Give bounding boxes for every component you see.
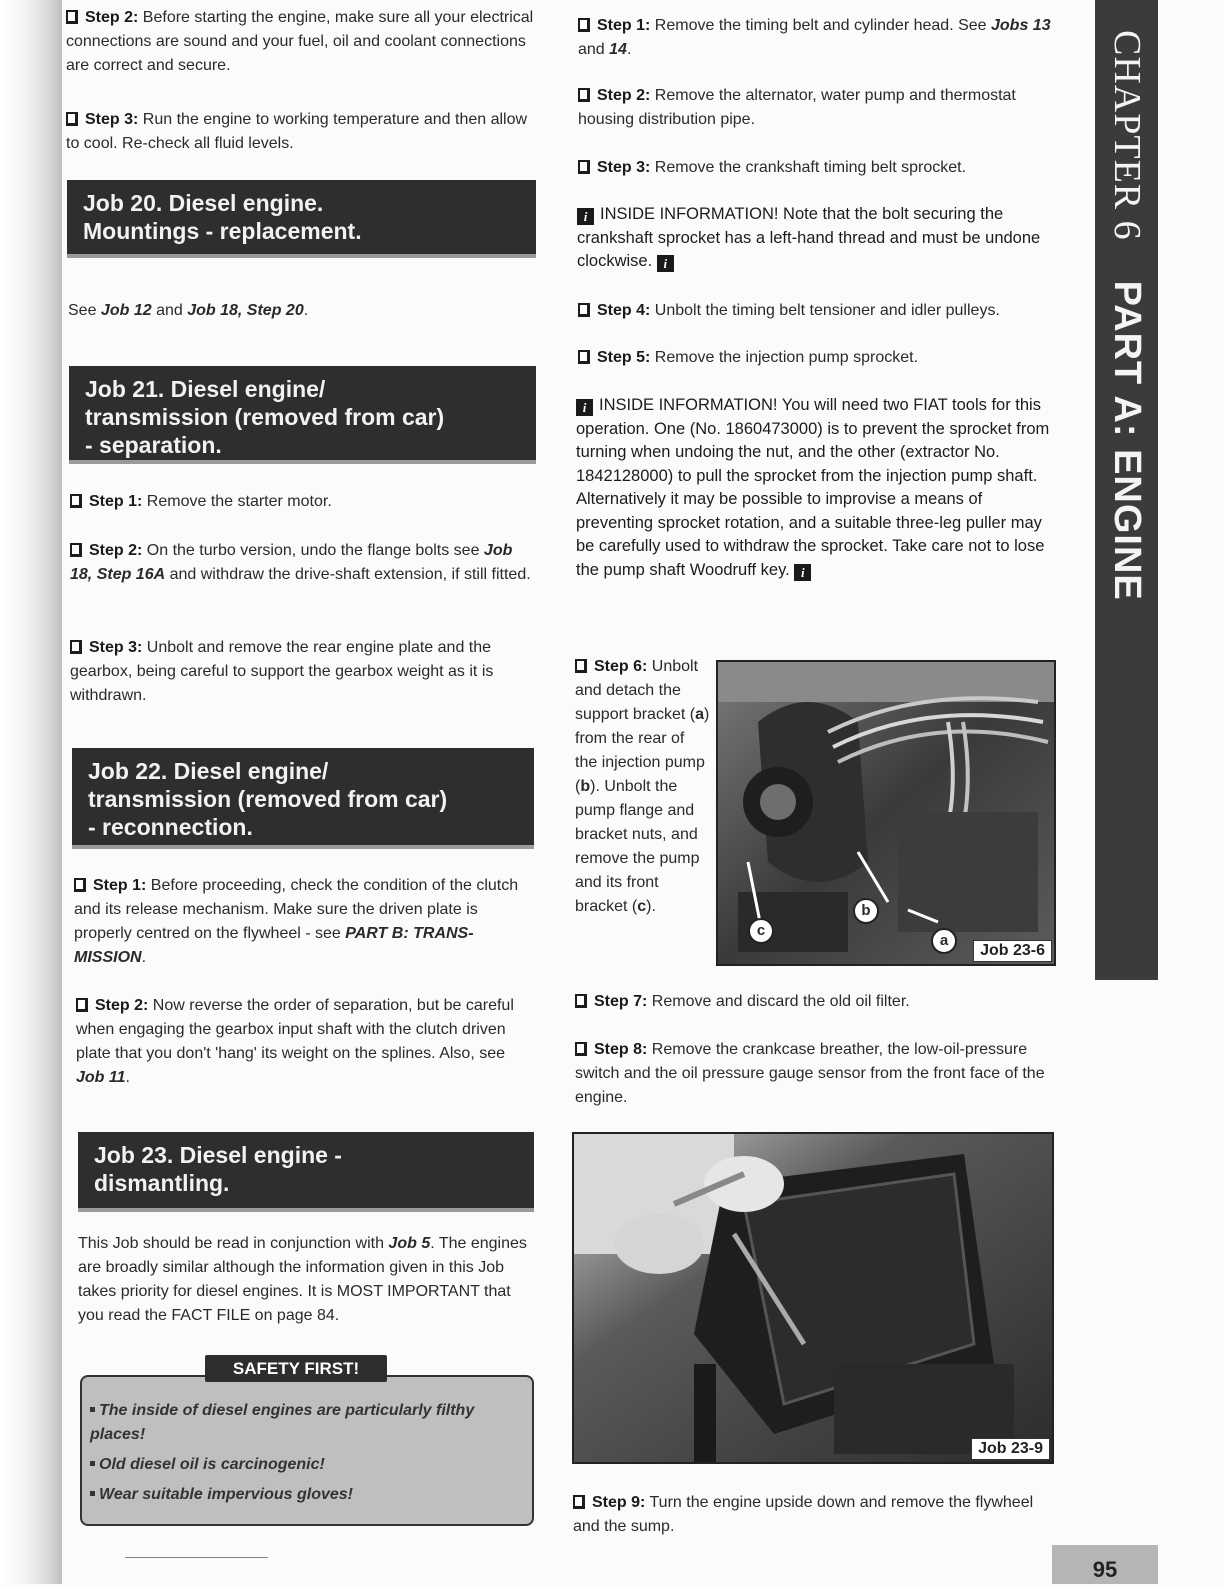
inside-information-2: i INSIDE INFORMATION! You will need two FIAT tools for this operation. One (No. 1860473000) is to prevent the sprocket from turning when undoing the nut, and the other (extractor No. 1842128000) to pull the sprocket from the injection pump shaft. Alternatively it may be possible to improvise a means of preventing sprocket rotation, and a suitable three-leg puller may be carefully used to withdraw the sprocket. Take care not to lose the pump shaft Woodruff key. i: [576, 396, 1050, 580]
job-21-step-2: Step 2: On the turbo version, undo the flange bolts see Job 18, Step 16A and withdraw the drive-shaft extension, if still fitted.: [70, 542, 531, 583]
bottom-rule: [125, 1557, 268, 1558]
checkbox-icon: [66, 10, 78, 24]
checkbox-icon: [66, 112, 78, 126]
checkbox-icon: [578, 18, 590, 32]
info-icon: i: [657, 255, 674, 272]
checkbox-icon: [74, 878, 86, 892]
checkbox-icon: [70, 494, 82, 508]
engine-sump-photo-illustration: [574, 1134, 1052, 1462]
photo-label-b: b: [853, 898, 879, 924]
checkbox-icon: [575, 659, 587, 673]
page-number: 95: [1052, 1545, 1158, 1584]
info-icon: i: [794, 564, 811, 581]
safety-item: Old diesel oil is carcinogenic!: [90, 1453, 522, 1477]
info-icon: i: [577, 208, 594, 225]
info-icon: i: [576, 399, 593, 416]
job-20-heading: Job 20. Diesel engine. Mountings - replacement.: [67, 180, 536, 258]
job-22-step-1: Step 1: Before proceeding, check the condition of the clutch and its release mechanism. Make sure the driven plate is properly centred on the flywheel - see PART B: TRANS-MISSION.: [74, 877, 519, 966]
photo-label-c: c: [748, 918, 774, 944]
checkbox-icon: [575, 1042, 587, 1056]
job-23-intro: This Job should be read in conjunction with Job 5. The engines are broadly similar although the information given in this Job takes priority for diesel engines. It is MOST IMPORTANT that you read the FACT FILE on page 84.: [78, 1235, 527, 1324]
dismantle-step-7: Step 7: Remove and discard the old oil filter.: [575, 990, 1055, 1014]
dismantle-step-8: Step 8: Remove the crankcase breather, the low-oil-pressure switch and the oil pressure gauge sensor from the front face of the engine.: [575, 1041, 1045, 1106]
dismantle-step-2: Step 2: Remove the alternator, water pump and thermostat housing distribution pipe.: [578, 87, 1016, 128]
chapter-side-tab: [1095, 0, 1158, 980]
photo-label-a: a: [931, 928, 957, 954]
job-21-heading: Job 21. Diesel engine/ transmission (removed from car) - separation.: [69, 366, 536, 464]
photo-caption: Job 23-9: [971, 1438, 1050, 1460]
chapter-side-title: CHAPTER 6PART A: ENGINE: [1105, 30, 1148, 601]
dismantle-step-1: Step 1: Remove the timing belt and cylinder head. See Jobs 13 and 14.: [578, 17, 1051, 58]
job-21-step-1: Step 1: Remove the starter motor.: [70, 490, 534, 514]
safety-first-box: [80, 1375, 534, 1526]
job-21-step-3: Step 3: Unbolt and remove the rear engine plate and the gearbox, being careful to support the gearbox weight as it is withdrawn.: [70, 639, 494, 704]
job-22-step-2: Step 2: Now reverse the order of separation, but be careful when engaging the gearbox input shaft with the clutch driven plate that you don't 'hang' its weight on the splines. Also, see Job 11.: [76, 997, 514, 1086]
checkbox-icon: [578, 350, 590, 364]
bullet-icon: [90, 1461, 95, 1466]
step-3-paragraph: Step 3: Run the engine to working temperature and then allow to cool. Re-check all fluid levels.: [66, 111, 528, 152]
page-gutter-shadow: [0, 0, 62, 1584]
safety-item: Wear suitable impervious gloves!: [90, 1483, 522, 1507]
job-20-reference: See Job 12 and Job 18, Step 20.: [68, 302, 309, 319]
checkbox-icon: [578, 88, 590, 102]
photo-engine-upside-down: [572, 1132, 1054, 1464]
safety-item: The inside of diesel engines are particularly filthy places!: [90, 1402, 475, 1443]
dismantle-step-4: Step 4: Unbolt the timing belt tensioner and idler pulleys.: [578, 299, 1056, 323]
checkbox-icon: [76, 998, 88, 1012]
inside-information-1: i INSIDE INFORMATION! Note that the bolt securing the crankshaft sprocket has a left-hand thread and must be undone clockwise. i: [577, 205, 1041, 271]
checkbox-icon: [578, 160, 590, 174]
dismantle-step-6: Step 6: Unbolt and detach the support bracket (a) from the rear of the injection pump (b). Unbolt the pump flange and bracket nuts, and remove the pump and its front bracket (c).: [575, 658, 710, 915]
job-23-heading: Job 23. Diesel engine - dismantling.: [78, 1132, 534, 1212]
bullet-icon: [90, 1407, 95, 1412]
bullet-icon: [90, 1491, 95, 1496]
step-2-paragraph: Step 2: Before starting the engine, make sure all your electrical connections are sound and your fuel, oil and coolant connections are correct and secure.: [66, 9, 534, 74]
job-22-heading: Job 22. Diesel engine/ transmission (removed from car) - reconnection.: [72, 748, 534, 849]
dismantle-step-3: Step 3: Remove the crankshaft timing belt sprocket.: [578, 156, 1056, 180]
engine-photo-illustration: [718, 662, 1054, 964]
dismantle-step-9: Step 9: Turn the engine upside down and remove the flywheel and the sump.: [573, 1494, 1034, 1535]
photo-caption: Job 23-6: [973, 940, 1052, 962]
checkbox-icon: [70, 543, 82, 557]
checkbox-icon: [575, 994, 587, 1008]
photo-injection-pump: [716, 660, 1056, 966]
checkbox-icon: [70, 640, 82, 654]
checkbox-icon: [578, 303, 590, 317]
dismantle-step-5: Step 5: Remove the injection pump sprocket.: [578, 346, 1056, 370]
checkbox-icon: [573, 1495, 585, 1509]
safety-first-title: SAFETY FIRST!: [205, 1355, 387, 1382]
